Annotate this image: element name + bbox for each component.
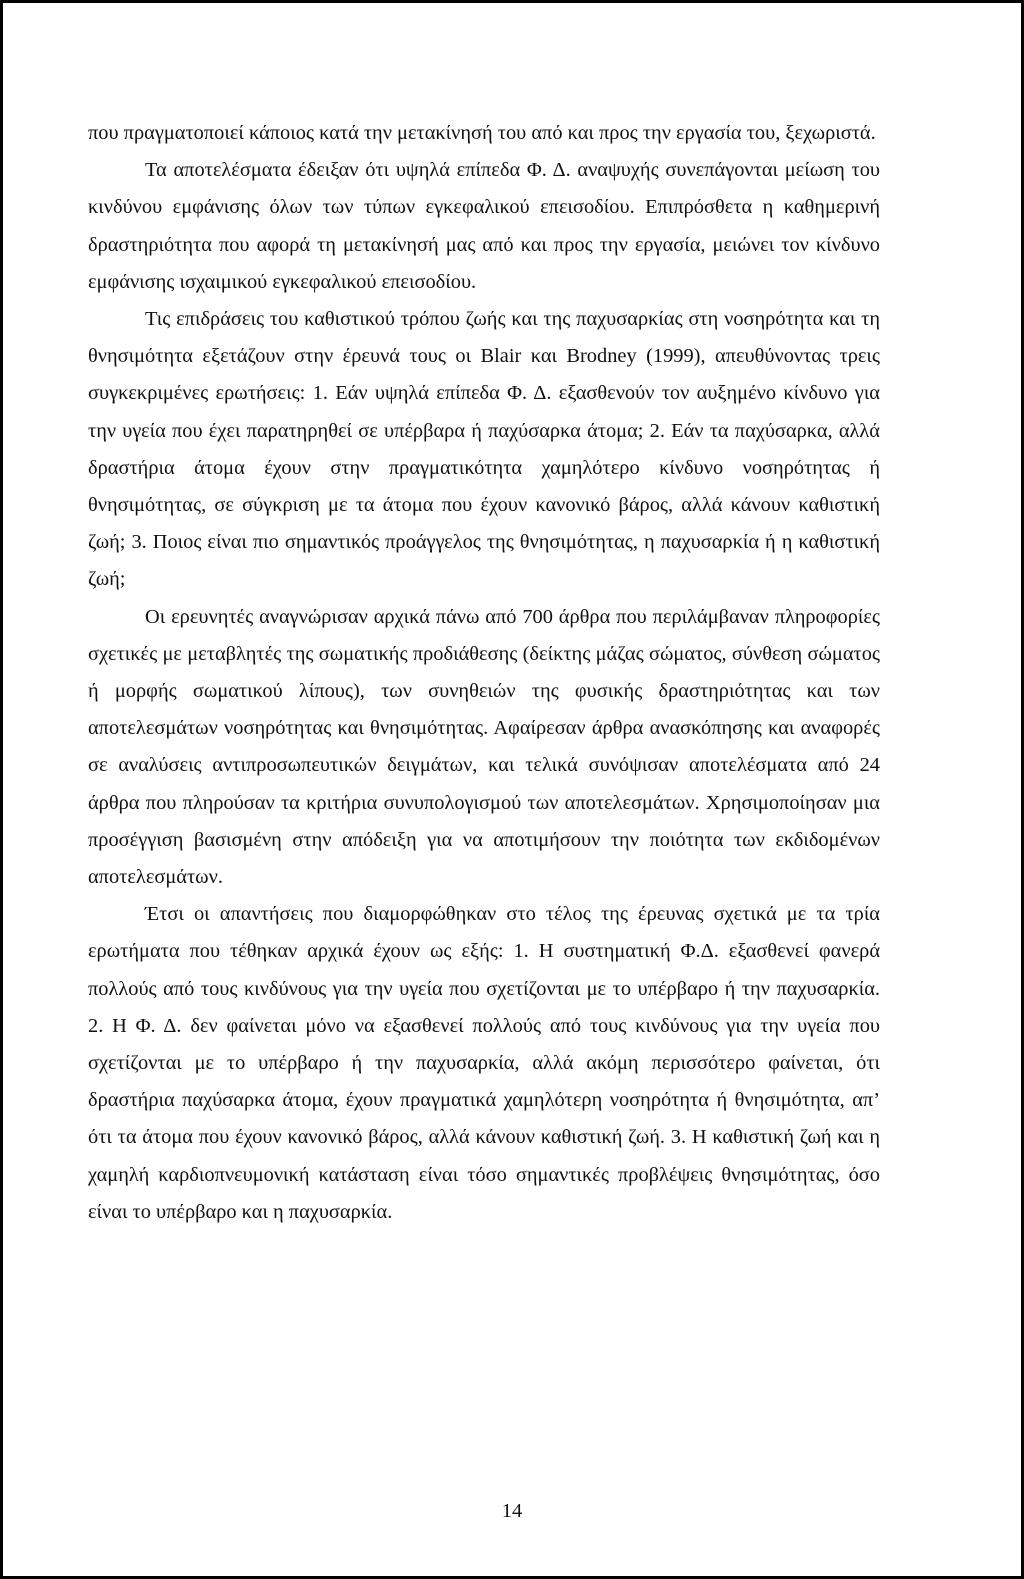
paragraph-blair-brodney: Τις επιδράσεις του καθιστικού τρόπου ζωής και της παχυσαρκίας στη νοσηρότητα και τη θνησιμότητα εξετάζουν στην έρευνά τους οι Blair και Brodney (1999), απευθύνοντας τρεις συγκεκριμένες ερωτήσεις: 1. Εάν υψηλά επίπεδα Φ. Δ. εξασθενούν τον αυξημένο κίνδυνο για την υγεία που έχει παρατηρηθεί σε υπέρβαρα ή παχύσαρκα άτομα; 2. Εάν τα παχύσαρκα, αλλά δραστήρια άτομα έχουν στην πραγματικότητα χαμηλότερο κίνδυνο νοσηρότητας ή θνησιμότητας, σε σύγκριση με τα άτομα που έχουν κανονικό βάρος, αλλά κάνουν καθιστική ζωή; 3. Ποιος είναι πιο σημαντικός προάγγελος της θνησιμότητας, η παχυσαρκία ή η καθιστική ζωή; bbox=[88, 308, 880, 591]
paragraph-method: Οι ερευνητές αναγνώρισαν αρχικά πάνω από 700 άρθρα που περιλάμβαναν πληροφορίες σχετικές με μεταβλητές της σωματικής προδιάθεσης (δείκτης μάζας σώματος, σύνθεση σώματος ή μορφής σωματικού λίπους), των συνηθειών της φυσικής δραστηριότητας και των αποτελεσμάτων νοσηρότητας και θνησιμότητας. Αφαίρεσαν άρθρα ανασκόπησης και αναφορές σε αναλύσεις αντιπροσωπευτικών δειγμάτων, και τελικά συνόψισαν αποτελέσματα από 24 άρθρα που πληρούσαν τα κριτήρια συνυπολογισμού των αποτελεσμάτων. Χρησιμοποίησαν μια προσέγγιση βασισμένη στην απόδειξη για να αποτιμήσουν την ποιότητα των εκδιδομένων αποτελεσμάτων. bbox=[88, 605, 880, 889]
body-text bbox=[88, 115, 880, 1231]
paragraph-continuation: που πραγματοποιεί κάποιος κατά την μετακίνησή του από και προς την εργασία του, ξεχωριστά. bbox=[88, 122, 876, 144]
page-number: 14 bbox=[501, 1500, 523, 1522]
paragraph-answers: Έτσι οι απαντήσεις που διαμορφώθηκαν στο τέλος της έρευνας σχετικά με τα τρία ερωτήματα που τέθηκαν αρχικά έχουν ως εξής: 1. Η συστηματική Φ.Δ. εξασθενεί φανερά πολλούς από τους κινδύνους για την υγεία που σχετίζονται με το υπέρβαρο ή την παχυσαρκία. 2. Η Φ. Δ. δεν φαίνεται μόνο να εξασθενεί πολλούς από τους κινδύνους για την υγεία που σχετίζονται με το υπέρβαρο ή την παχυσαρκία, αλλά ακόμη περισσότερο φαίνεται, ότι δραστήρια παχύσαρκα άτομα, έχουν πραγματικά χαμηλότερη νοσηρότητα ή θνησιμότητα, απ’ ότι τα άτομα που έχουν κανονικό βάρος, αλλά κάνουν καθιστική ζωή. 3. Η καθιστική ζωή και η χαμηλή καρδιοπνευμονική κατάσταση είναι τόσο σημαντικές προβλέψεις θνησιμότητας, όσο είναι το υπέρβαρο και η παχυσαρκία. bbox=[88, 903, 880, 1223]
paragraph-results: Τα αποτελέσματα έδειξαν ότι υψηλά επίπεδα Φ. Δ. αναψυχής συνεπάγονται μείωση του κινδύνου εμφάνισης όλων των τύπων εγκεφαλικού επεισοδίου. Επιπρόσθετα η καθημερινή δραστηριότητα που αφορά τη μετακίνησή μας από και προς την εργασία, μειώνει τον κίνδυνο εμφάνισης ισχαιμικού εγκεφαλικού επεισοδίου. bbox=[88, 159, 880, 293]
